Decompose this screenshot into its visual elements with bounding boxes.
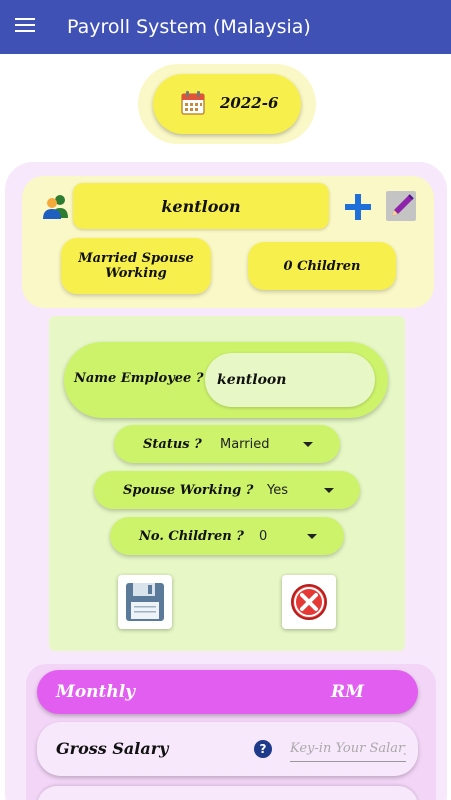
period-value: 2022-6	[220, 94, 279, 112]
floppy-disk-icon	[118, 575, 172, 629]
gross-salary-label: Gross Salary	[56, 739, 169, 758]
children-label: No. Children ?	[139, 529, 244, 544]
menu-icon[interactable]	[15, 18, 35, 34]
employee-name-input[interactable]	[205, 353, 375, 407]
children-count-chip: 0 Children	[248, 242, 396, 290]
status-chevron-down-icon[interactable]	[303, 442, 313, 447]
children-value: 0	[259, 529, 268, 544]
save-button[interactable]	[118, 575, 172, 629]
employee-name-label: Name Employee ?	[74, 371, 204, 386]
status-value: Married	[220, 437, 270, 452]
cancel-button[interactable]	[282, 575, 336, 629]
gross-salary-input[interactable]	[290, 736, 406, 762]
children-chevron-down-icon[interactable]	[307, 534, 317, 539]
app-title: Payroll System (Malaysia)	[67, 16, 311, 38]
spouse-chevron-down-icon[interactable]	[324, 488, 334, 493]
help-icon[interactable]: ?	[254, 740, 272, 758]
status-label: Status ?	[143, 437, 202, 452]
currency-label: RM	[331, 682, 364, 702]
marital-status-chip: Married Spouse Working	[61, 238, 211, 294]
users-icon[interactable]	[42, 192, 70, 220]
calendar-icon	[180, 90, 206, 116]
employee-name-display[interactable]: kentloon	[73, 183, 329, 229]
edit-icon[interactable]	[386, 190, 416, 222]
app-bar	[0, 0, 451, 54]
next-row	[37, 786, 418, 800]
spouse-working-label: Spouse Working ?	[123, 483, 254, 498]
monthly-label: Monthly	[56, 682, 136, 702]
spouse-working-value: Yes	[267, 483, 288, 498]
close-icon	[282, 575, 336, 629]
add-employee-icon[interactable]	[343, 192, 373, 222]
